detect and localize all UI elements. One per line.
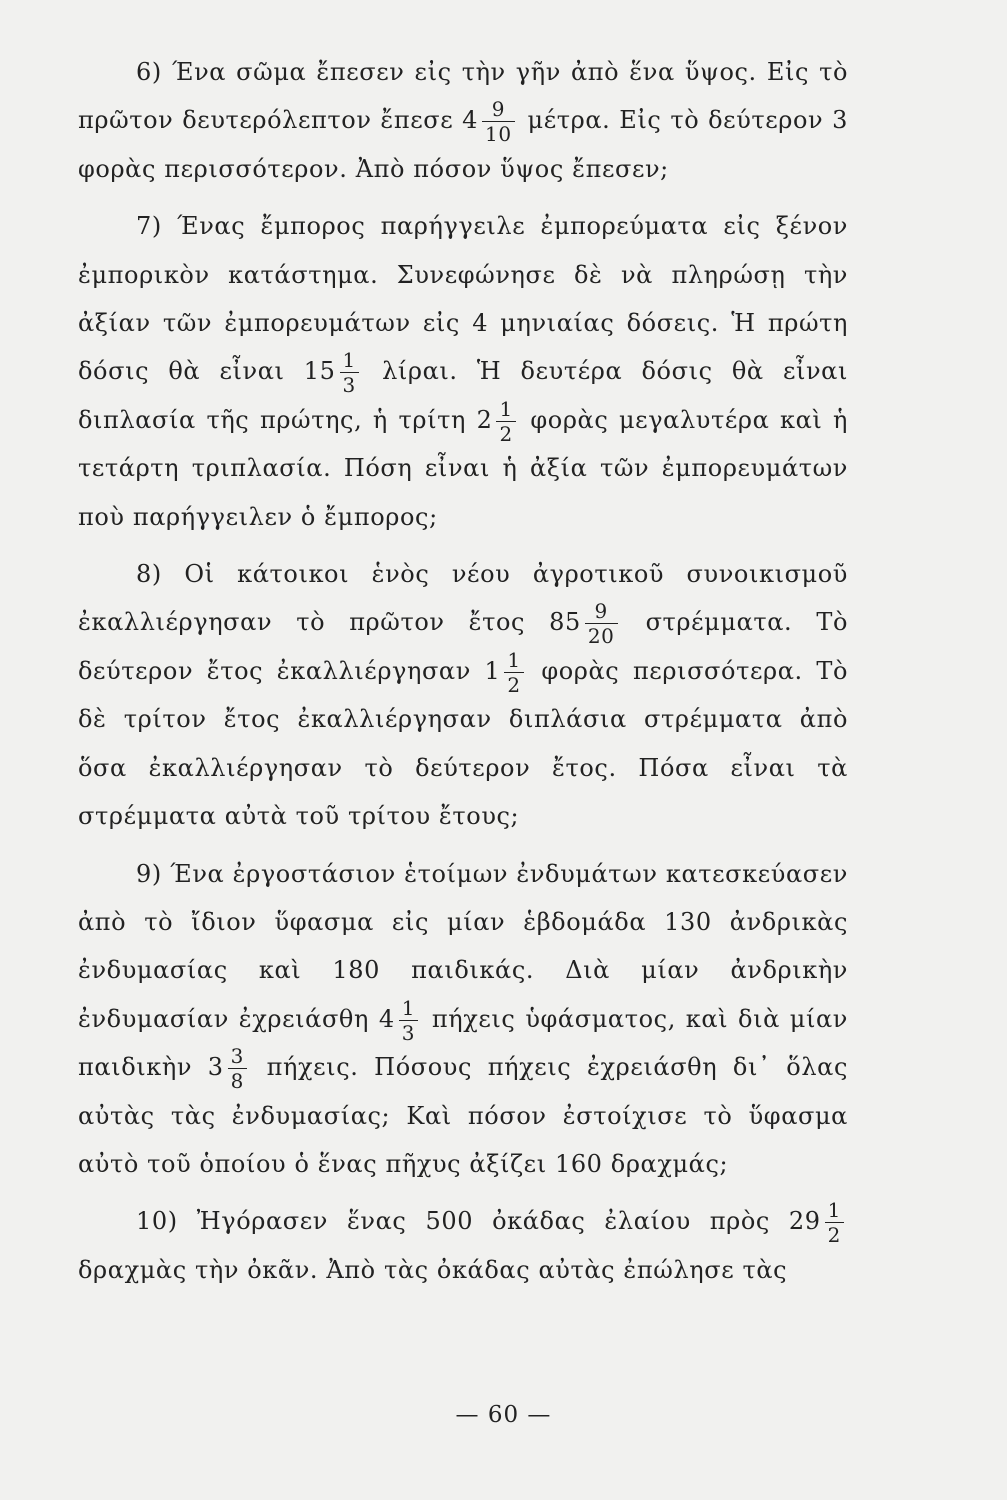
- fraction-numerator: 1: [504, 650, 523, 673]
- fraction: [504, 647, 523, 697]
- problem-9-text-c: πήχεις. Πόσους πήχεις ἐχρειάσθη δι᾽ ὅλας αὐτὰς τὰς ἐνδυμασίας; Καὶ πόσον ἐστοίχισε τὸ ὕφασμα αὐτὸ τοῦ ὁποίου ὁ ἕνας πῆχυς ἀξίζει 160 δραχμάς;: [78, 1053, 848, 1178]
- mixed-number-whole: 29: [788, 1207, 821, 1236]
- page-number: — 60 —: [455, 1402, 552, 1428]
- mixed-number-whole: 1: [484, 656, 501, 685]
- fraction-denominator: 2: [507, 672, 521, 697]
- fraction-numerator: 1: [340, 350, 359, 373]
- problem-6: [78, 48, 848, 193]
- mixed-number-whole: 85: [549, 608, 581, 637]
- fraction-denominator: 2: [827, 1223, 841, 1248]
- fraction: [482, 97, 515, 147]
- fraction-numerator: 9: [585, 601, 618, 624]
- mixed-number-whole: 2: [476, 405, 493, 434]
- fraction-denominator: 20: [587, 624, 615, 649]
- problem-10: [78, 1197, 848, 1294]
- problem-8-text-c: φορὰς περισσότερα. Τὸ δὲ τρίτον ἔτος ἐκαλλιέργησαν διπλάσια στρέμματα ἀπὸ ὅσα ἐκαλλιέργησαν τὸ δεύτερον ἔτος. Πόσα εἶναι τὰ στρέμματα αὐτὰ τοῦ τρίτου ἔτους;: [78, 656, 848, 831]
- problem-7-text-c: φορὰς μεγαλυτέρα καὶ ἡ τετάρτη τριπλασία. Πόση εἶναι ἡ ἀξία τῶν ἐμπορευμάτων ποὺ παρήγγειλεν ὁ ἔμπορος;: [78, 405, 848, 531]
- fraction-denominator: 2: [499, 421, 513, 446]
- fraction-numerator: 9: [482, 99, 515, 122]
- problem-8-text-a: 8) Οἱ κάτοικοι ἑνὸς νέου ἀγροτικοῦ συνοικισμοῦ ἐκαλλιέργησαν τὸ πρῶτον ἔτος: [78, 560, 848, 637]
- fraction: [496, 396, 515, 446]
- mixed-number-whole: 3: [207, 1053, 224, 1082]
- fraction: [825, 1198, 844, 1248]
- mixed-number-whole: 15: [303, 357, 336, 386]
- problem-10-text-a: 10) Ἠγόρασεν ἕνας 500 ὀκάδας ἐλαίου πρὸς: [136, 1207, 789, 1236]
- fraction-denominator: 10: [485, 122, 512, 147]
- fraction-numerator: 1: [496, 399, 515, 422]
- problem-7-text-b: λίραι. Ἡ δευτέρα δόσις θὰ εἶναι διπλασία τῆς πρώτης, ἡ τρίτη: [78, 357, 848, 434]
- mixed-number-whole: 4: [378, 1004, 395, 1033]
- problem-10-text-b: δραχμὰς τὴν ὀκᾶν. Ἀπὸ τὰς ὀκάδας αὐτὰς ἐπώλησε τὰς: [78, 1255, 788, 1284]
- fraction: [585, 599, 618, 649]
- page-text: [78, 48, 848, 1303]
- problem-9-text-b: πήχεις ὑφάσματος, καὶ διὰ μίαν παιδικὴν: [78, 1004, 848, 1082]
- fraction-denominator: 3: [401, 1020, 416, 1045]
- problem-9: [78, 850, 848, 1189]
- problem-6-text-a: 6) Ένα σῶμα ἔπεσεν εἰς τὴν γῆν ἀπὸ ἕνα ὕψος. Εἰς τὸ πρῶτον δευτερόλεπτον ἔπεσε: [78, 58, 848, 135]
- fraction-numerator: 3: [228, 1046, 247, 1069]
- fraction-denominator: 8: [230, 1069, 244, 1094]
- fraction: [340, 348, 359, 398]
- problem-8-text-b: στρέμματα. Τὸ δεύτερον ἔτος ἐκαλλιέργησαν: [78, 608, 848, 685]
- problem-7-text-a: 7) Ένας ἔμπορος παρήγγειλε ἐμπορεύματα εἰς ξένον ἐμπορικὸν κατάστημα. Συνεφώνησε δὲ νὰ πληρώσῃ τὴν ἀξίαν τῶν ἐμπορευμάτων εἰς 4 μηνιαίας δόσεις. Ἡ πρώτη δόσις θὰ εἶναι: [78, 212, 848, 386]
- problem-6-text-b: μέτρα. Εἰς τὸ δεύτερον 3 φορὰς περισσότερον. Ἀπὸ πόσον ὕψος ἔπεσεν;: [78, 106, 848, 183]
- problem-9-text-a: 9) Ένα ἐργοστάσιον ἑτοίμων ἐνδυμάτων κατεσκεύασεν ἀπὸ τὸ ἴδιον ὕφασμα εἰς μίαν ἑβδομάδα 130 ἀνδρικὰς ἐνδυμασίας καὶ 180 παιδικάς. Διὰ μίαν ἀνδρικὴν ἐνδυμασίαν ἐχρειάσθη: [78, 859, 848, 1033]
- problem-7: [78, 202, 848, 541]
- fraction-denominator: 3: [342, 373, 356, 398]
- fraction: [228, 1044, 247, 1094]
- fraction-numerator: 1: [399, 998, 418, 1021]
- mixed-number-whole: 4: [462, 106, 479, 135]
- problem-8: [78, 550, 848, 840]
- fraction-numerator: 1: [825, 1200, 844, 1223]
- fraction: [399, 995, 418, 1045]
